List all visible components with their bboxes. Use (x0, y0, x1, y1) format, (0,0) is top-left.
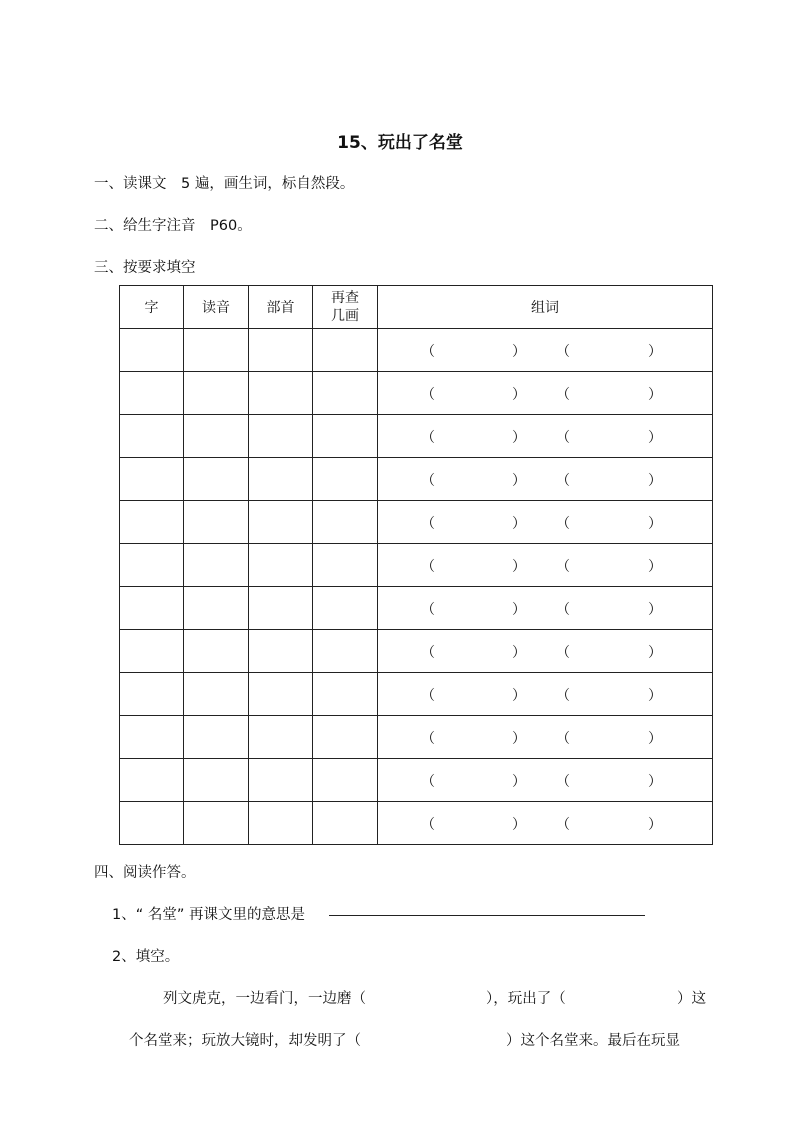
table-row (120, 544, 713, 587)
cell-stroke-count[interactable] (313, 544, 378, 587)
header-stroke-count (313, 286, 378, 329)
paren-close-1: ） (512, 387, 526, 403)
paren-close-2: ） (648, 387, 662, 403)
cell-character[interactable] (120, 415, 184, 458)
paren-open-2: （ (556, 688, 570, 704)
cell-pronunciation[interactable] (184, 329, 249, 372)
cell-radical[interactable] (249, 544, 313, 587)
table-row (120, 759, 713, 802)
cell-pronunciation[interactable] (184, 673, 249, 716)
paren-open-2: （ (556, 430, 570, 446)
header-radical: 部首 (249, 286, 313, 329)
question-1-answer-line[interactable] (329, 915, 645, 916)
cell-stroke-count[interactable] (313, 372, 378, 415)
cell-word-formation[interactable] (378, 802, 713, 845)
cell-radical[interactable] (249, 415, 313, 458)
paren-open-2: （ (556, 516, 570, 532)
cell-character[interactable] (120, 630, 184, 673)
cell-pronunciation[interactable] (184, 458, 249, 501)
paren-close-2: ） (648, 731, 662, 747)
paren-open-1: （ (421, 817, 435, 833)
header-pronunciation: 读音 (184, 286, 249, 329)
cell-word-formation[interactable] (378, 544, 713, 587)
cell-character[interactable] (120, 587, 184, 630)
paren-close-2: ） (648, 688, 662, 704)
cell-character[interactable] (120, 673, 184, 716)
cell-character[interactable] (120, 544, 184, 587)
cell-word-formation[interactable] (378, 716, 713, 759)
cell-pronunciation[interactable] (184, 630, 249, 673)
cell-radical[interactable] (249, 587, 313, 630)
cell-radical[interactable] (249, 759, 313, 802)
cell-pronunciation[interactable] (184, 716, 249, 759)
fill-line-2-part-b: ）这个名堂来。最后在玩显 (506, 1033, 680, 1049)
paren-close-1: ） (512, 516, 526, 532)
vocabulary-table (119, 285, 713, 845)
cell-pronunciation[interactable] (184, 415, 249, 458)
paren-open-1: （ (421, 602, 435, 618)
paren-open-1: （ (421, 516, 435, 532)
table-row (120, 458, 713, 501)
table-row (120, 716, 713, 759)
table-header-row (120, 286, 713, 329)
table-row (120, 501, 713, 544)
cell-radical[interactable] (249, 501, 313, 544)
paren-open-2: （ (556, 344, 570, 360)
paren-close-1: ） (512, 774, 526, 790)
cell-stroke-count[interactable] (313, 759, 378, 802)
cell-word-formation[interactable] (378, 630, 713, 673)
table-row (120, 673, 713, 716)
cell-word-formation[interactable] (378, 458, 713, 501)
paren-open-1: （ (421, 344, 435, 360)
cell-radical[interactable] (249, 458, 313, 501)
cell-character[interactable] (120, 802, 184, 845)
cell-pronunciation[interactable] (184, 587, 249, 630)
paren-open-2: （ (556, 645, 570, 661)
section-1-instruction: 一、读课文 5 遍，画生词，标自然段。 (94, 176, 355, 192)
paren-open-1: （ (421, 473, 435, 489)
table-row (120, 630, 713, 673)
paren-close-1: ） (512, 817, 526, 833)
table-row (120, 802, 713, 845)
fill-line-1-part-b: ），玩出了（ (486, 991, 566, 1007)
section-2-instruction: 二、给生字注音 P60。 (94, 218, 252, 234)
question-1-text: 1、“ 名堂” 再课文里的意思是 (112, 907, 305, 923)
paren-close-2: ） (648, 602, 662, 618)
paren-close-1: ） (512, 430, 526, 446)
cell-pronunciation[interactable] (184, 372, 249, 415)
fill-line-2-part-a: 个名堂来；玩放大镜时，却发明了（ (129, 1033, 361, 1049)
cell-pronunciation[interactable] (184, 759, 249, 802)
paren-open-2: （ (556, 473, 570, 489)
cell-word-formation[interactable] (378, 587, 713, 630)
paren-open-1: （ (421, 688, 435, 704)
cell-stroke-count[interactable] (313, 329, 378, 372)
cell-radical[interactable] (249, 372, 313, 415)
cell-word-formation[interactable] (378, 759, 713, 802)
cell-radical[interactable] (249, 673, 313, 716)
table-row (120, 415, 713, 458)
cell-radical[interactable] (249, 716, 313, 759)
paren-open-2: （ (556, 817, 570, 833)
cell-radical[interactable] (249, 802, 313, 845)
paren-open-1: （ (421, 731, 435, 747)
paren-close-1: ） (512, 344, 526, 360)
cell-word-formation[interactable] (378, 415, 713, 458)
paren-close-2: ） (648, 516, 662, 532)
cell-character[interactable] (120, 716, 184, 759)
cell-word-formation[interactable] (378, 673, 713, 716)
header-stroke-line-2: 几画 (331, 308, 359, 324)
cell-stroke-count[interactable] (313, 673, 378, 716)
cell-character[interactable] (120, 759, 184, 802)
paren-close-1: ） (512, 688, 526, 704)
cell-pronunciation[interactable] (184, 544, 249, 587)
fill-line-1-part-c: ）这 (677, 991, 706, 1007)
header-character: 字 (120, 286, 184, 329)
question-2-text: 2、填空。 (112, 949, 180, 965)
cell-stroke-count[interactable] (313, 501, 378, 544)
cell-radical[interactable] (249, 329, 313, 372)
paren-close-2: ） (648, 817, 662, 833)
cell-stroke-count[interactable] (313, 458, 378, 501)
paren-open-1: （ (421, 430, 435, 446)
paren-close-2: ） (648, 344, 662, 360)
paren-close-2: ） (648, 559, 662, 575)
paren-close-1: ） (512, 731, 526, 747)
paren-open-2: （ (556, 774, 570, 790)
paren-close-2: ） (648, 645, 662, 661)
cell-word-formation[interactable] (378, 329, 713, 372)
cell-pronunciation[interactable] (184, 501, 249, 544)
table-row (120, 372, 713, 415)
paren-close-1: ） (512, 602, 526, 618)
fill-line-1-part-a: 列文虎克，一边看门，一边磨（ (163, 991, 366, 1007)
paren-open-2: （ (556, 387, 570, 403)
paren-close-2: ） (648, 473, 662, 489)
cell-pronunciation[interactable] (184, 802, 249, 845)
header-word-formation: 组词 (378, 286, 713, 329)
cell-character[interactable] (120, 501, 184, 544)
paren-close-2: ） (648, 430, 662, 446)
cell-radical[interactable] (249, 630, 313, 673)
paren-open-2: （ (556, 559, 570, 575)
paren-close-1: ） (512, 559, 526, 575)
paren-open-1: （ (421, 645, 435, 661)
paren-open-1: （ (421, 774, 435, 790)
cell-character[interactable] (120, 372, 184, 415)
page-title: 15、玩出了名堂 (337, 133, 463, 153)
cell-word-formation[interactable] (378, 501, 713, 544)
cell-character[interactable] (120, 458, 184, 501)
paren-open-1: （ (421, 387, 435, 403)
cell-stroke-count[interactable] (313, 415, 378, 458)
cell-stroke-count[interactable] (313, 716, 378, 759)
paren-close-1: ） (512, 645, 526, 661)
cell-character[interactable] (120, 329, 184, 372)
table-row (120, 329, 713, 372)
paren-open-1: （ (421, 559, 435, 575)
cell-stroke-count[interactable] (313, 802, 378, 845)
header-stroke-line-1: 再查 (331, 290, 359, 306)
cell-word-formation[interactable] (378, 372, 713, 415)
table-row (120, 587, 713, 630)
paren-open-2: （ (556, 731, 570, 747)
cell-stroke-count[interactable] (313, 630, 378, 673)
section-3-heading: 三、按要求填空 (94, 260, 196, 276)
paren-close-2: ） (648, 774, 662, 790)
section-4-heading: 四、阅读作答。 (94, 865, 196, 881)
paren-open-2: （ (556, 602, 570, 618)
paren-close-1: ） (512, 473, 526, 489)
cell-stroke-count[interactable] (313, 587, 378, 630)
